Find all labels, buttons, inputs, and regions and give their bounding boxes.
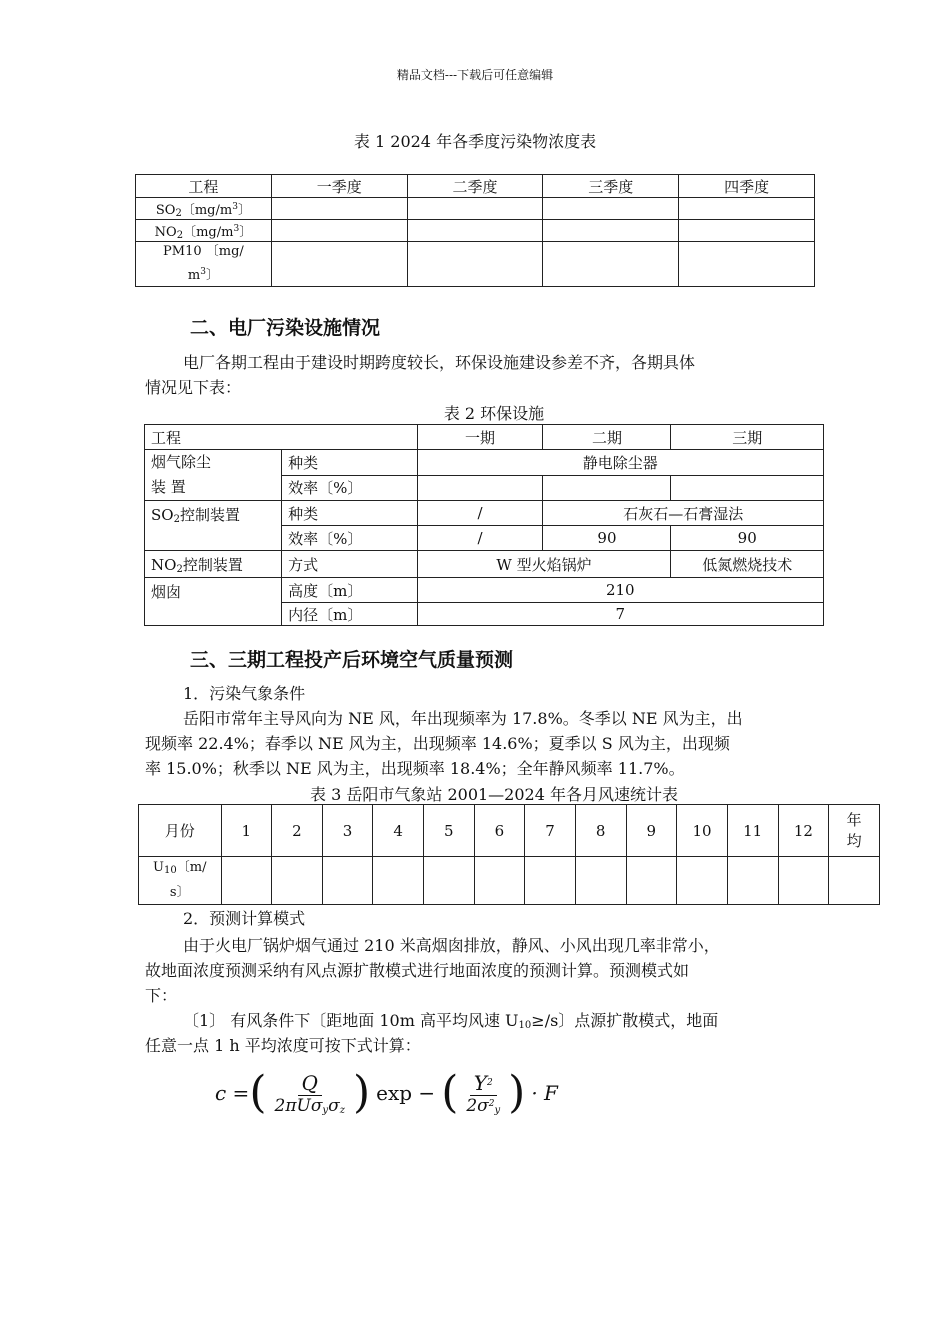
section3-para1-line2: 现频率 22.4%；春季以 NE 风为主，出现频率 14.6%；夏季以 S 风为主，出现频 (145, 734, 730, 753)
table2-dust-type-value: 静电除尘器 (417, 450, 823, 476)
table2-chimney-label: 烟囱 (145, 578, 282, 626)
table2-so2-type-phase23: 石灰石—石膏湿法 (543, 501, 824, 526)
table3 (138, 804, 880, 905)
table3-month-cell: 6 (474, 805, 525, 857)
table2-so2-eff-phase2: 90 (543, 526, 671, 551)
table3-month-cell: 1 (221, 805, 272, 857)
table2-chimney-diam-label: 内径〔m〕 (282, 603, 417, 626)
table2-so2-eff-phase1: / (417, 526, 543, 551)
formula-fraction-1: $\frac{Q}{2\pi U\sigma_y\sigma_z}$ (274, 1070, 345, 1116)
table1-header-project: 工程 (136, 175, 272, 198)
table3-wind-label: $U_{10}$〔m/ s〕 (139, 857, 222, 905)
table3-month-cell: 8 (575, 805, 626, 857)
table2-no2-label: $NO_2$控制装置 (145, 551, 282, 578)
table1-row-so2-label: $SO_2$〔$mg/m^3$〕 (136, 198, 272, 220)
table2-no2-method-phase3: 低氮燃烧技术 (671, 551, 824, 578)
section3-para2-line1: 由于火电厂锅炉烟气通过 210 米高烟囱排放，静风、小风出现几率非常小， (183, 936, 720, 955)
table2-so2-eff-phase3: 90 (671, 526, 824, 551)
table3-month-cell: 2 (272, 805, 323, 857)
table-row (145, 551, 824, 578)
table-row (136, 198, 815, 220)
formula-exp: exp − (376, 1081, 436, 1105)
formula-left-paren: ( (249, 1067, 267, 1118)
formula-fraction-2: $\frac{Y^2}{2\sigma^2_y}$ (466, 1070, 501, 1116)
table1-header-q4: 四季度 (679, 175, 815, 198)
table2-no2-method-phase12: W 型火焰锅炉 (417, 551, 671, 578)
table2-header-project: 工程 (145, 425, 418, 450)
table2 (144, 424, 824, 626)
table3-month-cell: 4 (373, 805, 424, 857)
section2-para-line1: 电厂各期工程由于建设时期跨度较长，环保设施建设参差不齐，各期具体 (183, 353, 696, 372)
table2-header-phase1: 一期 (417, 425, 543, 450)
diffusion-formula (215, 1062, 558, 1124)
table2-header-phase2: 二期 (543, 425, 671, 450)
table2-so2-eff-label: 效率〔%〕 (282, 526, 417, 551)
table-row (136, 220, 815, 242)
section3-para1-line3: 率 15.0%；秋季以 NE 风为主，出现频率 18.4%；全年静风频率 11.7%。 (145, 759, 685, 778)
table3-caption: 表 3 岳阳市气象站 2001—2024 年各月风速统计表 (310, 785, 678, 804)
formula-left-paren-2: ( (441, 1067, 459, 1118)
section3-heading: 三、三期工程投产后环境空气质量预测 (190, 649, 514, 671)
section3-sub2: 2．预测计算模式 (183, 909, 306, 928)
table3-month-cell: 9 (626, 805, 677, 857)
table-row (139, 857, 880, 905)
table2-chimney-height-value: 210 (417, 578, 823, 603)
table2-chimney-height-label: 高度〔m〕 (282, 578, 417, 603)
table2-so2-type-phase1: / (417, 501, 543, 526)
formula-tail: · F (531, 1081, 558, 1105)
table2-so2-label: $SO_2$控制装置 (145, 501, 282, 551)
table-row (136, 242, 815, 287)
table1-header-q3: 三季度 (543, 175, 679, 198)
section3-para2-line2: 故地面浓度预测采纳有风点源扩散模式进行地面浓度的预测计算。预测模式如 (145, 961, 690, 980)
section3-para3-line2: 任意一点 1 h 平均浓度可按下式计算： (145, 1036, 421, 1055)
table2-dust-eff-label: 效率〔%〕 (282, 475, 417, 501)
formula-right-paren: ) (352, 1067, 371, 1118)
table3-month-cell: 10 (677, 805, 728, 857)
table3-month-cell: 12 (778, 805, 829, 857)
section3-para1-line1: 岳阳市常年主导风向为 NE 风，年出现频率为 17.8%。冬季以 NE 风为主，出 (183, 709, 743, 728)
table3-month-label: 月份 (139, 805, 222, 857)
section3-para3-line1: 〔1〕 有风条件下〔距地面 10m 高平均风速 $U_{10}\ge/s$〕点源扩散模式，地面 (183, 1011, 719, 1031)
table2-dust-type-label: 种类 (282, 450, 417, 476)
table3-annual-label: 年 均 (829, 805, 880, 857)
table1 (135, 174, 815, 287)
table3-month-cell: 11 (727, 805, 778, 857)
table3-month-cell: 7 (525, 805, 576, 857)
table-row (145, 578, 824, 603)
table2-header-phase3: 三期 (671, 425, 824, 450)
table1-caption: 表 1 2024 年各季度污染物浓度表 (353, 132, 597, 151)
table2-chimney-diam-value: 7 (417, 603, 823, 626)
table2-caption: 表 2 环保设施 (443, 404, 545, 423)
table1-header-q1: 一季度 (271, 175, 407, 198)
section3-para2-line3: 下： (145, 986, 178, 1005)
section3-sub1: 1．污染气象条件 (183, 684, 306, 703)
table1-row-no2-label: $NO_2$〔$mg/m^3$〕 (136, 220, 272, 242)
table2-dust-label: 烟气除尘 装 置 (145, 450, 282, 501)
formula-right-paren-2: ) (508, 1067, 526, 1118)
formula-lhs: c = (215, 1081, 250, 1105)
section2-heading: 二、电厂污染设施情况 (190, 317, 381, 339)
table2-so2-type-label: 种类 (282, 501, 417, 526)
table-row (145, 501, 824, 526)
table3-month-cell: 5 (424, 805, 475, 857)
section2-para-line2: 情况见下表： (145, 378, 242, 397)
table2-no2-method-label: 方式 (282, 551, 417, 578)
page-header: 精品文档---下载后可任意编辑 (396, 68, 554, 82)
table1-row-pm10-label: PM10 〔mg/ $m^3$〕 (136, 242, 272, 287)
table1-header-q2: 二季度 (407, 175, 543, 198)
table-row (145, 450, 824, 476)
table3-month-cell: 3 (322, 805, 373, 857)
